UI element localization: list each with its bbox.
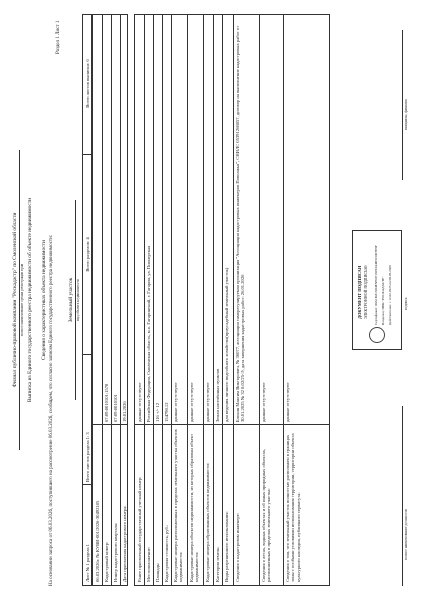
- stamp-line3: Сертификат: 00A1B2C3D4E5F60718293A4B5C6D7E8F: [374, 245, 378, 325]
- natural-objects-value: данные отсутствуют: [261, 382, 266, 422]
- row-divider: [259, 15, 260, 585]
- sheet-info-table: [82, 14, 92, 586]
- cadastral-cost-label: Кадастровая стоимость, руб.:: [164, 524, 169, 582]
- characteristics-table: [134, 14, 330, 586]
- row-divider: [283, 15, 284, 585]
- formed-objects-value: данные отсутствуют: [205, 382, 210, 422]
- cadastral-number-label: Кадастровый номер:: [104, 541, 109, 582]
- document-title: Выписка из Единого государственного реестра недвижимости об объекте недвижимости: [27, 197, 33, 403]
- stamp-line4: Владелец: ППК "РОСКАДАСТР": [381, 276, 385, 325]
- row-divider: [102, 15, 103, 585]
- stamp-line1: ДОКУМЕНТ ПОДПИСАН: [357, 265, 362, 319]
- name-caption: инициалы, фамилия: [404, 99, 408, 130]
- special-zones-value: данные отсутствуют: [285, 382, 290, 422]
- request-note: На основании запроса от 06.03.2026, поступившего на рассмотрение 06.03.2026, сообщаем, что согласно записям Единого государственного реестра недвижимости:: [49, 234, 54, 586]
- section-sheets-total: Всего листов раздела 1: 3: [85, 432, 90, 482]
- row-divider: [233, 15, 234, 585]
- col-divider: [83, 484, 91, 485]
- row-divider: [120, 15, 121, 585]
- land-category-value: Земли населённых пунктов: [215, 368, 220, 422]
- engineer-value: Блохин Максим Викторович, № 36077, ассоциация саморегулируемая организация "Ассоциация кадастровых инженеров Поволжья", СНИЛС 05391268857, договор на выполнение кадастровых работ от 30.01.2025 № 32 8.02/25-Э, дата завершения кадастровых работ: 26.01.2026: [235, 25, 246, 422]
- location-value: Российская Федерация, Смоленская область, м.о. Гагаринский, г. Гагарин, ул. Пионерская: [146, 245, 151, 422]
- row-divider: [187, 15, 188, 585]
- permitted-use-value: для ведения личного подсобного хозяйства(приусадебный земельный участок): [224, 267, 229, 422]
- cadastral-info-table: [92, 14, 128, 586]
- row-divider: [111, 15, 112, 585]
- quarter-label: Номер кадастрового квартала:: [113, 522, 118, 582]
- stamp-line5: Действителен: с 12.02.2025 по 08.05.2026: [388, 265, 392, 325]
- location-label: Местоположение:: [146, 546, 151, 582]
- col-divider: [83, 354, 91, 355]
- col-divider: [93, 424, 127, 425]
- col-divider: [135, 424, 329, 425]
- prev-number-value: данные отсутствуют: [137, 382, 142, 422]
- formed-objects-label: Кадастровые номера образованных объектов недвижимости:: [205, 462, 210, 582]
- object-type: Земельный участок: [68, 277, 74, 323]
- position-line: [402, 406, 403, 586]
- land-category-label: Категория земель:: [215, 546, 220, 582]
- assign-date-value: 19.01.2026: [122, 401, 127, 422]
- sheet-number: Лист № 1 раздела 1: [85, 544, 90, 582]
- document-subtitle: Сведения о характеристиках объекта недвижимости: [41, 240, 47, 360]
- natural-objects-label: Сведения о лесах, водных объектах и об иных природных объектах, расположенных в пределах земельного участка:: [261, 448, 272, 582]
- engineer-label: Сведения о кадастровом инженере:: [235, 512, 240, 582]
- request-number: 06.03.2026г. № КУВИ-001/2026-30492185: [95, 500, 100, 582]
- col-divider: [83, 154, 91, 155]
- area-label: Площадь:: [155, 562, 160, 582]
- row-divider: [171, 15, 172, 585]
- signature-caption: подпись: [404, 297, 408, 310]
- e-signature-stamp: [352, 230, 402, 350]
- row-divider: [203, 15, 204, 585]
- sheets-total: Всего листов выписки: 6: [85, 59, 90, 108]
- source-objects-label: Кадастровые номера объектов недвижимости, из которых образован объект недвижимости:: [189, 433, 200, 582]
- org-name: Филиал публично-правовой компании "Роскадастр" по Смоленской области: [12, 212, 18, 388]
- special-zones-label: Сведения о том, что земельный участок полностью расположен в границах зоны с особыми условиями использования территории, территории объекта культурного наследия, публичного сервитута:: [285, 433, 301, 582]
- located-objects-label: Кадастровые номера расположенных в пределах земельного участка объектов недвижимости:: [173, 429, 184, 582]
- section-label: Раздел 1 Лист 1: [56, 20, 61, 54]
- permitted-use-label: Виды разрешенного использования:: [224, 511, 229, 582]
- emblem-icon: [369, 327, 385, 343]
- position-caption: полное наименование должности: [404, 508, 408, 560]
- cadastral-number-value: 67:09:0010101:1578: [104, 383, 109, 422]
- located-objects-value: данные отсутствуют: [173, 382, 178, 422]
- cadastral-cost-value: 154798.12: [164, 402, 169, 422]
- stamp-line2: ЭЛЕКТРОННОЙ ПОДПИСЬЮ: [363, 265, 368, 319]
- sections-total: Всего разделов: 4: [85, 237, 90, 272]
- row-divider: [153, 15, 154, 585]
- quarter-value: 67:09:0010101: [113, 394, 118, 422]
- object-type-caption: вид объекта недвижимости: [76, 279, 80, 321]
- assign-date-label: Дата присвоения кадастрового номера:: [122, 505, 127, 582]
- row-divider: [213, 15, 214, 585]
- source-objects-value: данные отсутствуют: [189, 382, 194, 422]
- area-value: 116 +/- 12: [155, 402, 160, 422]
- org-caption: полное наименование органа регистрации прав: [20, 263, 24, 337]
- row-divider: [222, 15, 223, 585]
- name-line: [402, 30, 403, 180]
- prev-number-label: Ранее присвоенный государственный учетный номер:: [137, 476, 142, 582]
- row-divider: [144, 15, 145, 585]
- row-divider: [162, 15, 163, 585]
